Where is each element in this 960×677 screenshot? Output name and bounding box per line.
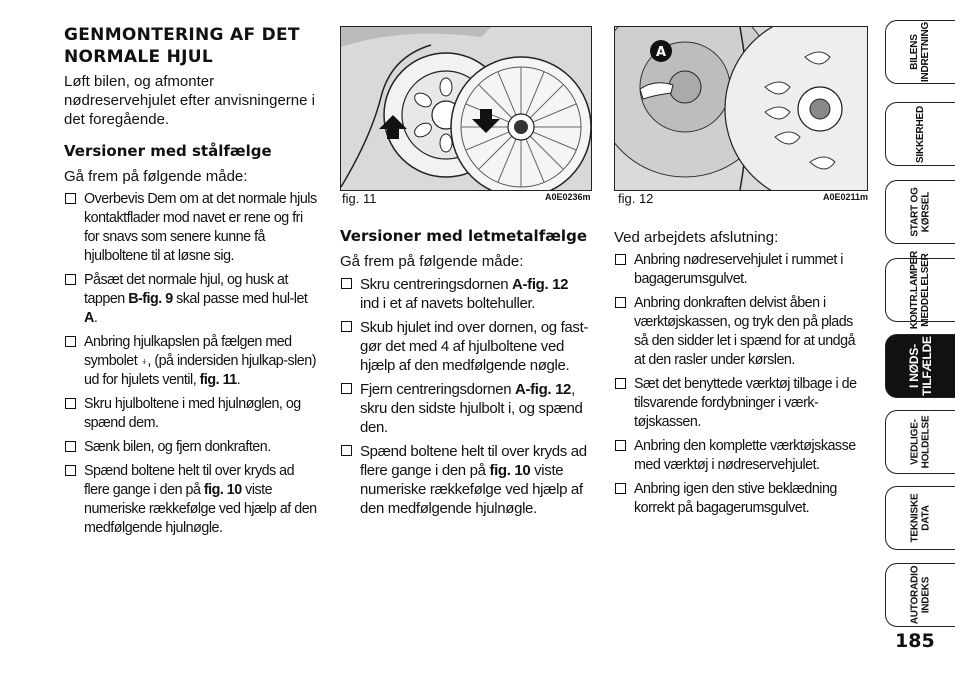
tab-label: BILENS INDRETNING	[909, 21, 932, 83]
wheel-cover-illustration	[341, 27, 591, 190]
item-text: .	[93, 310, 98, 326]
checkbox-icon	[341, 383, 352, 394]
checkbox-icon	[615, 483, 626, 494]
list-item	[64, 462, 320, 538]
tab-label: KONTR.LAMPER MEDDELELSER	[909, 250, 932, 330]
item-text: Skru hjulboltene i med hjulnøglen, og spænd dem.	[84, 396, 301, 431]
figure-label: A	[655, 45, 667, 60]
tab-i-nodstilfaelde[interactable]	[885, 334, 955, 398]
section-heading	[64, 24, 320, 68]
item-text: Påsæt det normale hjul, og husk at tappen	[84, 272, 288, 307]
checkbox-icon	[65, 193, 76, 204]
item-text: Skru centreringsdornen	[360, 276, 513, 293]
page-number: 185	[895, 630, 935, 652]
checkbox-icon	[341, 278, 352, 289]
figure-ref: fig. 10	[489, 462, 531, 479]
item-text: .	[236, 372, 241, 388]
item-text: Spænd boltene helt til over kryds ad flere gange i den på	[84, 463, 295, 498]
subheading-steel: Versioner med stålfælge	[64, 142, 272, 160]
tab-label: VEDLIGE- HOLDELSE	[909, 415, 932, 469]
item-text: Anbring nødreservehjulet i rummet i bagagerumsgulvet.	[634, 252, 843, 287]
chapter-tabs	[885, 0, 960, 677]
figure-11	[340, 26, 592, 191]
item-text: viste numeriske rækkefølge ved hjælp af den medfølgende hjulnøgle.	[84, 482, 317, 536]
list-item	[614, 375, 866, 432]
list-item	[64, 333, 320, 390]
item-text: Sæt det benyttede værktøj tilbage i de tilsvarende fordybninger i værk-tøjskassen.	[634, 376, 857, 430]
column-1	[64, 24, 320, 543]
figure-11-caption: fig. 11	[342, 191, 377, 206]
item-text: Fjern centreringsdornen	[360, 381, 516, 398]
list-item	[64, 395, 320, 433]
figure-ref: A	[84, 310, 94, 326]
lead-text: Gå frem på følgende måde:	[64, 168, 248, 185]
checkbox-icon	[65, 441, 76, 452]
checkbox-icon	[615, 378, 626, 389]
intro-paragraph: Løft bilen, og afmonter nødreservehjulet efter anvisningerne i det foregående.	[64, 73, 315, 128]
lead-text: Gå frem på følgende måde:	[340, 253, 524, 270]
list-item	[614, 251, 866, 289]
steps-list	[614, 251, 866, 518]
item-text: viste numeriske rækkefølge ved hjælp af den medfølgende hjulnøgle.	[360, 462, 583, 517]
list-item	[64, 190, 320, 266]
item-text: ind i et af navets boltehuller.	[360, 295, 536, 312]
centering-pin-illustration	[615, 27, 867, 190]
column-3	[614, 228, 866, 523]
tab-vedligeholdelse[interactable]	[885, 410, 955, 474]
tab-autoradio-indeks[interactable]	[885, 563, 955, 627]
steps-list	[64, 190, 320, 538]
tab-start-og-korsel[interactable]	[885, 180, 955, 244]
figure-11-code: A0E0236m	[545, 192, 591, 202]
tab-sikkerhed[interactable]	[885, 102, 955, 166]
checkbox-icon	[615, 440, 626, 451]
valve-symbol-icon: ⍖	[140, 354, 148, 368]
tab-tekniske-data[interactable]	[885, 486, 955, 550]
figure-ref: A-fig. 12	[515, 381, 572, 398]
item-text: skal passe med hul-let	[172, 291, 308, 307]
column-2	[340, 226, 590, 523]
item-text: Skub hjulet ind over dornen, og fast-gør det med 4 af hjulboltene ved hjælp af den medfølgende nøgle.	[360, 319, 589, 374]
checkbox-icon	[615, 254, 626, 265]
item-text: Anbring igen den stive beklædning korrekt på bagagerumsgulvet.	[634, 481, 837, 516]
list-item	[340, 318, 590, 375]
tab-label: I NØDS- TILFÆLDE	[906, 336, 934, 396]
item-text: , (på indersiden hjulkap-slen) ud for hjulets ventil,	[84, 353, 316, 388]
tab-label: TEKNISKE DATA	[909, 493, 932, 543]
item-text: , skru den sidste hjulbolt i, og spænd den.	[360, 381, 583, 436]
item-text: Anbring hjulkapslen på fælgen med symbolet	[84, 334, 292, 369]
checkbox-icon	[341, 445, 352, 456]
item-text: Overbevis Dem om at det normale hjuls kontaktflader mod navet er rene og fri for snavs som senere kunne få hjulboltene til at løsne sig.	[84, 191, 317, 264]
figure-ref: A-fig. 12	[512, 276, 569, 293]
item-text: Sænk bilen, og fjern donkraften.	[84, 439, 271, 455]
list-item	[64, 438, 320, 457]
heading-line-1: GENMONTERING AF DET	[64, 25, 300, 45]
figure-ref: fig. 11	[199, 372, 237, 388]
heading-line-2: NORMALE HJUL	[64, 47, 213, 67]
list-item	[340, 380, 590, 437]
tab-bilens-indretning[interactable]	[885, 20, 955, 84]
figure-ref: B-fig. 9	[128, 291, 173, 307]
checkbox-icon	[65, 336, 76, 347]
checkbox-icon	[65, 465, 76, 476]
figure-12-caption: fig. 12	[618, 191, 654, 206]
list-item	[614, 437, 866, 475]
item-text: Anbring donkraften delvist åben i værktøjskassen, og tryk den på plads så den sidder let i spænd for at undgå at den rasler under kørslen.	[634, 295, 856, 368]
tab-label: SIKKERHED	[914, 105, 926, 163]
figure-ref: fig. 10	[203, 482, 242, 498]
item-text: Spænd boltene helt til over kryds ad flere gange i den på	[360, 443, 587, 479]
checkbox-icon	[341, 321, 352, 332]
list-item	[614, 294, 866, 370]
lead-text: Ved arbejdets afslutning:	[614, 229, 779, 246]
list-item	[64, 271, 320, 328]
item-text: Anbring den komplette værktøjskasse med værktøj i nødreservehjulet.	[634, 438, 856, 473]
list-item	[340, 442, 590, 518]
figure-12	[614, 26, 868, 191]
tab-label: START OG KØRSEL	[909, 187, 932, 237]
tab-kontrollamper[interactable]	[885, 250, 955, 330]
checkbox-icon	[65, 398, 76, 409]
list-item	[614, 480, 866, 518]
list-item	[340, 275, 590, 313]
subheading-alloy: Versioner med letmetalfælge	[340, 227, 587, 245]
steps-list	[340, 275, 590, 518]
checkbox-icon	[65, 274, 76, 285]
figure-12-code: A0E0211m	[823, 192, 869, 202]
tab-label: AUTORADIO INDEKS	[909, 565, 932, 625]
checkbox-icon	[615, 297, 626, 308]
